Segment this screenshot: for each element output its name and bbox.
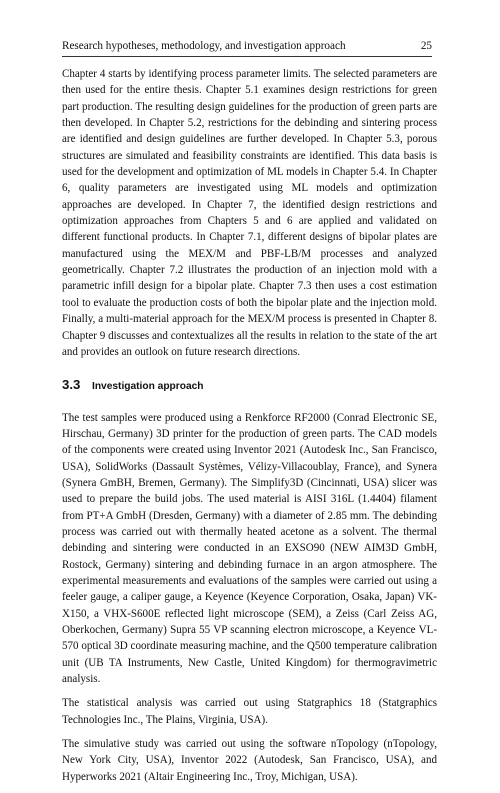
section-heading	[62, 377, 437, 395]
paragraph-simulative-study: The simulative study was carried out using the software nTopology (nTopology, New York City, USA), Inventor 2022 (Autodesk, San Francisco, USA), and Hyperworks 2021 (Altair Engineering Inc., Troy, Michigan, USA).	[62, 738, 437, 783]
paragraph-statistical-analysis: The statistical analysis was carried out using Statgraphics 18 (Statgraphics Technologies Inc., The Plains, Virginia, USA).	[62, 697, 437, 726]
paragraph-test-samples: The test samples were produced using a Renkforce RF2000 (Conrad Electronic SE, Hirschau, Germany) 3D printer for the production of green parts. The CAD models of the components were created using Inventor 2021 (Autodesk Inc., San Francisco, USA), SolidWorks (Dassault Systèmes, Vélizy-Villacoublay, France), and Synera (Synera GmBH, Bremen, Germany). The Simplify3D (Cincinnati, USA) slicer was used to prepare the build jobs. The used material is AISI 316L (1.4404) filament from PT+A GmbH (Dresden, Germany) with a diameter of 2.85 mm. The debinding process was carried out with thermally heated acetone as a solvent. The thermal debinding and sintering were conducted in an EXSO90 (NEW AIM3D GmbH, Rostock, Germany) sintering and debinding furnace in an argon atmosphere. The experimental measurements and evaluations of the samples were carried out using a feeler gauge, a caliper gauge, a Keyence (Keyence Corporation, Osaka, Japan) VK-X150, a VHX-S600E reflected light microscope (SEM), a Zeiss (Carl Zeiss AG, Oberkochen, Germany) Supra 55 VP scanning electron microscope, a Keyence VL-570 optical 3D coordinate measuring machine, and the Q500 temperature calibration unit (UB TA Instruments, New Castle, United Kingdom) for thermogravimetric analysis.	[62, 411, 437, 686]
page-number: 25	[420, 40, 432, 52]
running-header	[62, 40, 432, 57]
running-title: Research hypotheses, methodology, and investigation approach	[62, 40, 346, 52]
page-body	[62, 66, 437, 793]
section-number: 3.3	[62, 377, 81, 393]
section-title: Investigation approach	[92, 381, 204, 393]
paragraph-chapter-overview: Chapter 4 starts by identifying process parameter limits. The selected parameters are then used for the entire thesis. Chapter 5.1 examines design restrictions for green part production. The resulting design guidelines for the production of green parts are then developed. In Chapter 5.2, restrictions for the debinding and sintering process are identified and design guidelines are further developed. In Chapter 5.3, porous structures are simulated and feasibility constraints are identified. This data basis is used for the development and optimization of ML models in Chapter 5.4. In Chapter 6, quality parameters are investigated using ML models and optimization approaches are developed. In Chapter 7, the identified design restrictions and optimization approaches from Chapters 5 and 6 are applied and validated on different functional products. In Chapter 7.1, different designs of bipolar plates are manufactured using the MEX/M and PBF-LB/M processes and analyzed geometrically. Chapter 7.2 illustrates the production of an injection mold with a parametric infill design for a bipolar plate. Chapter 7.3 then uses a cost estimation tool to evaluate the production costs of both the bipolar plate and the injection mold. Finally, a multi-material approach for the MEX/M process is presented in Chapter 8. Chapter 9 discusses and contextualizes all the results in relation to the state of the art and provides an outlook on future research directions.	[62, 68, 437, 358]
